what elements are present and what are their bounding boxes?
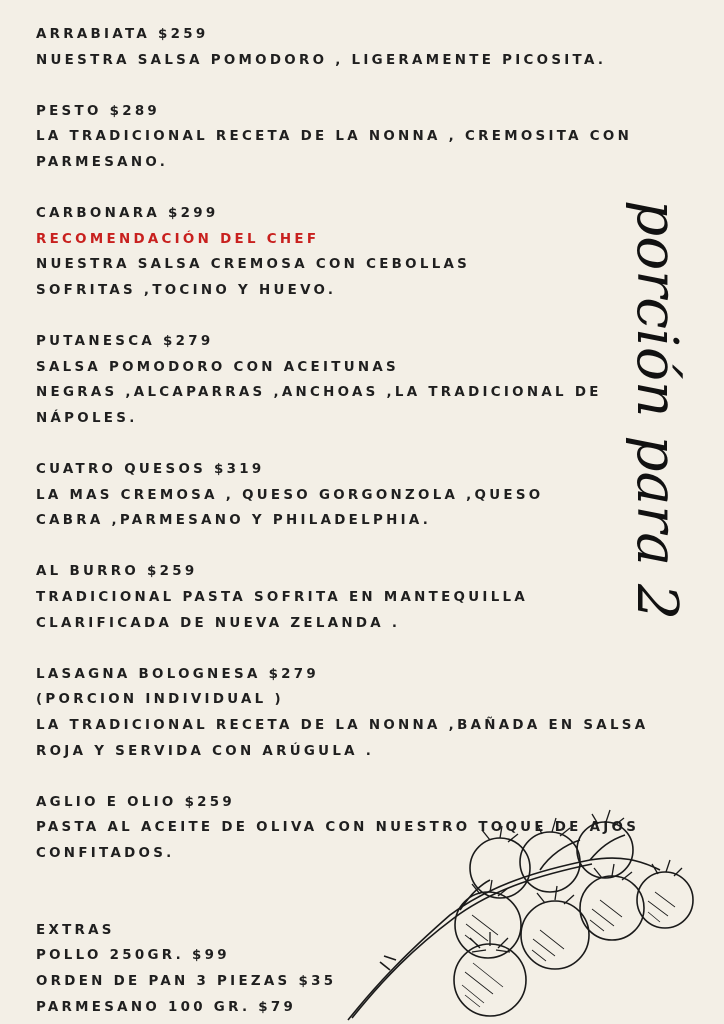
menu-item-description: ORDEN DE PAN 3 PIEZAS $35 — [36, 973, 337, 989]
menu-item-title: CUATRO QUESOS $319 — [36, 462, 265, 478]
section-gap — [36, 636, 636, 662]
menu-item-description: NÁPOLES. — [36, 410, 138, 426]
chef-recommendation: RECOMENDACIÓN DEL CHEF — [36, 231, 320, 247]
menu-item-description: POLLO 250GR. $99 — [36, 948, 230, 964]
menu-item-description: ROJA Y SERVIDA CON ARÚGULA . — [36, 743, 375, 759]
menu-item-title: EXTRAS — [36, 922, 115, 938]
menu-item-title: PESTO $289 — [36, 103, 161, 119]
menu-item-description: LA TRADICIONAL RECETA DE LA NONNA , CREMOSITA CON — [36, 129, 633, 145]
section-gap — [36, 304, 636, 330]
tomato-vine-icon — [340, 800, 710, 1024]
menu-item-title: PUTANESCA $279 — [36, 334, 214, 350]
menu-item-description: CLARIFICADA DE NUEVA ZELANDA . — [36, 615, 401, 631]
menu-item-description: PASTA AL ACEITE DE OLIVA CON NUESTRO TOQUE DE AJOS — [36, 820, 640, 836]
section-gap — [36, 764, 636, 790]
menu-item-description: LA MAS CREMOSA , QUESO GORGONZOLA ,QUESO — [36, 487, 544, 503]
section-gap — [36, 534, 636, 560]
menu-item-description: NEGRAS ,ALCAPARRAS ,ANCHOAS ,LA TRADICIONAL DE — [36, 385, 602, 401]
menu-item-description: SALSA POMODORO CON ACEITUNAS — [36, 359, 399, 375]
menu-item-title: CARBONARA $299 — [36, 206, 219, 222]
section-gap — [36, 176, 636, 202]
menu-item-title: AGLIO E OLIO $259 — [36, 794, 236, 810]
menu-item-description: NUESTRA SALSA CREMOSA CON CEBOLLAS — [36, 257, 471, 273]
menu-item-description: (PORCION INDIVIDUAL ) — [36, 692, 284, 708]
menu-item-description: NUESTRA SALSA POMODORO , LIGERAMENTE PICOSITA. — [36, 52, 607, 68]
menu-item-description: LA TRADICIONAL RECETA DE LA NONNA ,BAÑADA EN SALSA — [36, 718, 649, 734]
menu-item-description: CABRA ,PARMESANO Y PHILADELPHIA. — [36, 513, 432, 529]
menu-item-title: ARRABIATA $259 — [36, 27, 209, 42]
section-gap — [36, 432, 636, 458]
menu-item-description: PARMESANO 100 GR. $79 — [36, 999, 297, 1015]
menu-item-title: LASAGNA BOLOGNESA $279 — [36, 666, 320, 682]
side-note-text: porción para 2 — [624, 200, 689, 617]
section-gap — [36, 73, 636, 99]
menu-item-description: TRADICIONAL PASTA SOFRITA EN MANTEQUILLA — [36, 590, 529, 606]
menu-item-description: CONFITADOS. — [36, 846, 175, 861]
menu-item-description: PARMESANO. — [36, 154, 169, 170]
side-note — [560, 190, 710, 630]
menu-item-description: SOFRITAS ,TOCINO Y HUEVO. — [36, 282, 337, 298]
menu-item-title: AL BURRO $259 — [36, 564, 198, 580]
